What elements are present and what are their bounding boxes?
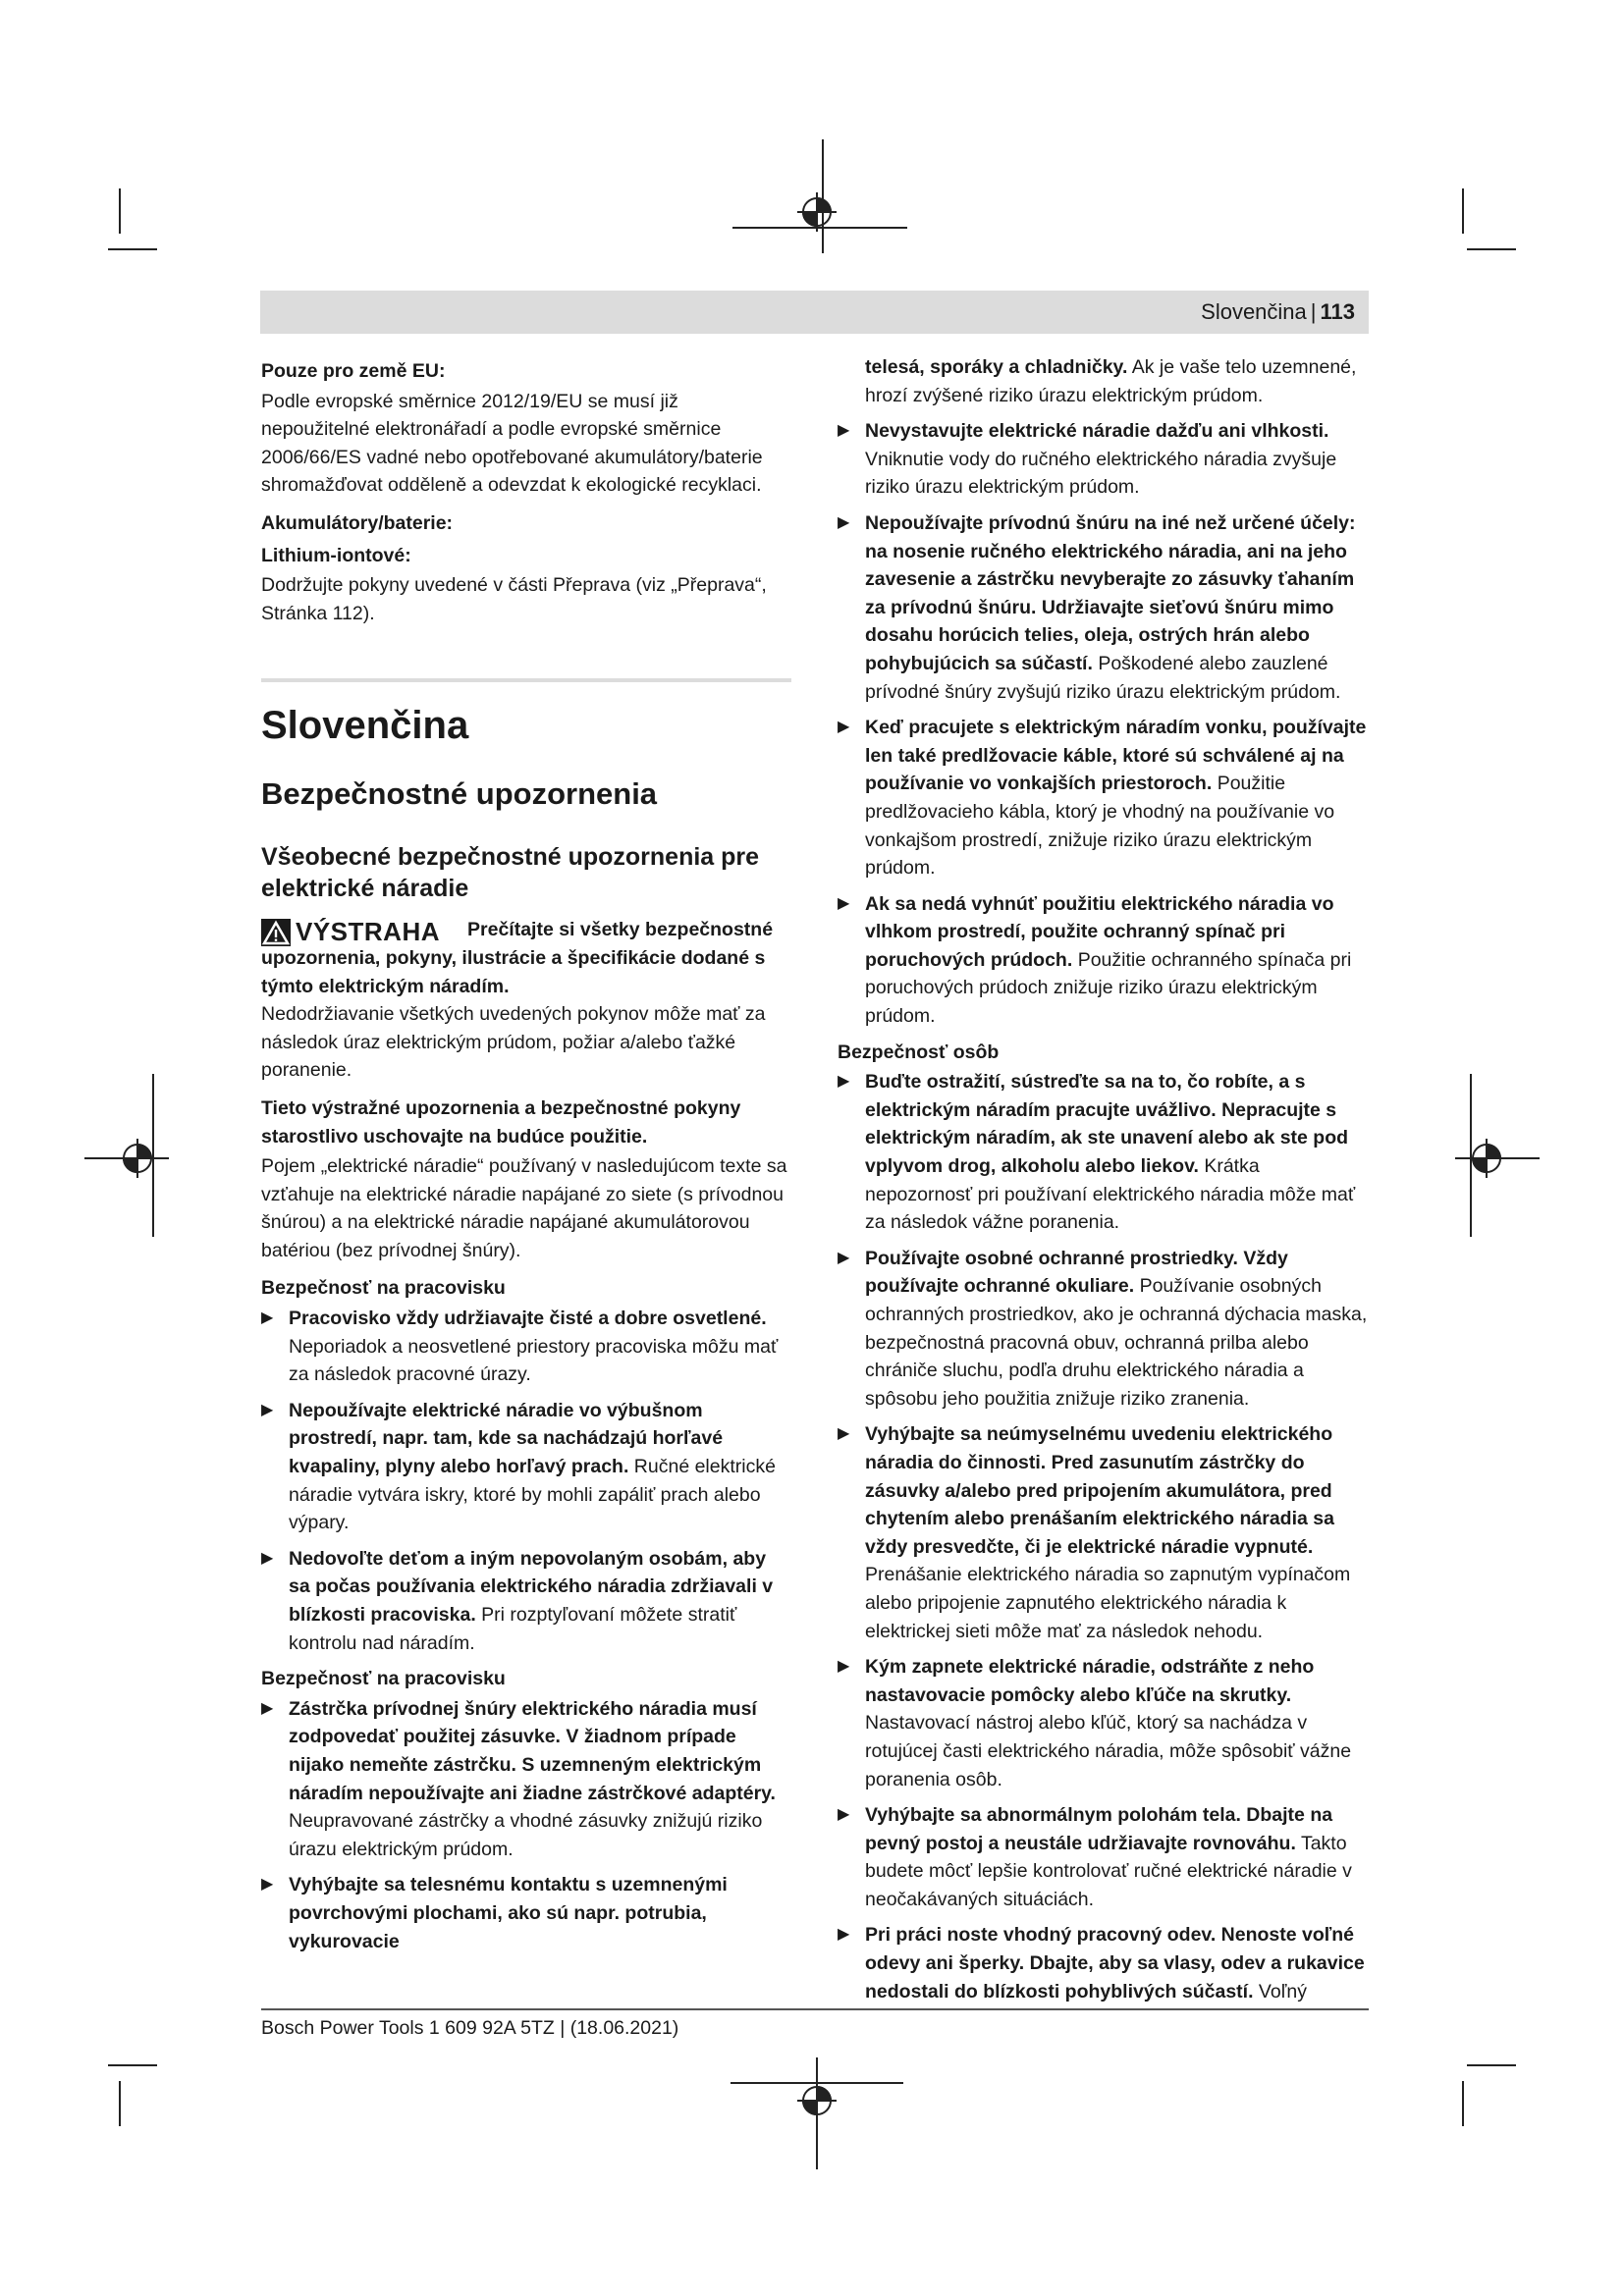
footer: Bosch Power Tools 1 609 92A 5TZ | (18.06.2021) xyxy=(261,2017,679,2039)
footer-rule xyxy=(261,2008,1369,2010)
czech-heading: Pouze pro země EU: xyxy=(261,360,446,382)
bullet-item xyxy=(838,1420,1368,1645)
right-column xyxy=(838,353,1368,2013)
bullet-bold: Ak sa nedá vyhnúť použitiu elektrického náradia vo vlhkom prostredí, použite ochranný spínač pri poruchových prúdoch. xyxy=(865,892,1334,971)
bullet-item xyxy=(838,714,1368,882)
bullet-item xyxy=(838,890,1368,1031)
lithium-heading: Lithium-iontové: xyxy=(261,544,411,566)
registration-crosshair-icon xyxy=(732,139,907,253)
work-safety-heading: Bezpečnosť na pracovisku xyxy=(261,1277,506,1300)
triangle-right-icon: ▶ xyxy=(838,1073,850,1091)
triangle-right-icon: ▶ xyxy=(838,1425,850,1443)
warning-triangle-icon xyxy=(261,919,291,946)
bullet-bold: Vyhýbajte sa neúmyselnému uvedeniu elektrického náradia do činnosti. Pred zasunutím zástrčky do zásuvky a/alebo pred pripojením akumulátora, pred chytením alebo prenášaním elektrického náradia sa vždy presvedčte, či je elektrické náradie vypnuté. xyxy=(865,1423,1334,1558)
safety-title: Bezpečnostné upozornenia xyxy=(261,776,658,812)
warning-badge xyxy=(261,918,440,946)
triangle-right-icon: ▶ xyxy=(838,719,850,736)
work-safety-list xyxy=(261,1305,791,1657)
header-separator: | xyxy=(1310,299,1317,324)
triangle-right-icon: ▶ xyxy=(838,1926,850,1944)
bullet-bold: Nevystavujte elektrické náradie dažďu ani vlhkosti. xyxy=(865,420,1329,443)
header-language: Slovenčina xyxy=(1201,299,1307,324)
bullet-text: Poškodené alebo zauzlené prívodné šnúry zvyšujú riziko úrazu elektrickým prúdom. xyxy=(865,652,1341,703)
bullet-text: Ručné elektrické náradie vytvára iskry, ktoré by mohli zapáliť prach alebo výpary. xyxy=(289,1456,776,1534)
bullet-text: Voľný xyxy=(1258,1980,1307,2002)
bullet-bold: Kým zapnete elektrické náradie, odstráňte z neho nastavovacie pomôcky alebo kľúče na skrutky. xyxy=(865,1656,1315,1706)
triangle-right-icon: ▶ xyxy=(838,1806,850,1824)
bullet-continuation xyxy=(838,353,1368,409)
warning-block xyxy=(261,916,791,975)
registration-crosshair-icon xyxy=(84,1074,169,1237)
bullet-item xyxy=(838,1653,1368,1793)
bullet-item xyxy=(261,1397,791,1537)
bullet-item xyxy=(261,1545,791,1657)
registration-crosshair-icon xyxy=(731,2057,903,2169)
continuation-text: Ak je vaše telo uzemnené, hrozí zvýšené riziko úrazu elektrickým prúdom. xyxy=(865,356,1357,406)
bullet-text: Použitie ochranného spínača pri poruchových prúdoch znižuje riziko úrazu elektrickým prúdom. xyxy=(865,948,1352,1028)
electrical-safety-list-continued xyxy=(838,417,1368,1030)
bullet-bold: Používajte osobné ochranné prostriedky. Vždy používajte ochranné okuliare. xyxy=(865,1247,1288,1298)
registration-crosshair-icon xyxy=(1455,1074,1540,1237)
bullet-bold: Vyhýbajte sa telesnému kontaktu s uzemnenými povrchovými plochami, ako sú napr. potrubia, vykurovacie xyxy=(289,1874,728,1952)
bullet-bold: Vyhýbajte sa abnormálnym polohám tela. Dbajte na pevný postoj a neustále udržiavajte rovnováhu. xyxy=(865,1804,1333,1854)
bullet-text: Pri rozptyľovaní môžete stratiť kontrolu nad náradím. xyxy=(289,1604,737,1654)
bullet-item xyxy=(838,1921,1368,2005)
bullet-bold: Pri práci noste vhodný pracovný odev. Nenoste voľné odevy ani šperky. Dbajte, aby sa vlasy, odev a rukavice nedostali do blízkosti pohyblivých súčastí. xyxy=(865,1924,1365,2002)
triangle-right-icon: ▶ xyxy=(838,894,850,912)
bullet-bold: Keď pracujete s elektrickým náradím vonku, používajte len také predlžovacie káble, ktoré sú schválené aj na používanie vo vonkajších priestoroch. xyxy=(865,717,1367,795)
term-paragraph: Pojem „elektrické náradie“ používaný v nasledujúcom texte sa vzťahuje na elektrické náradie napájané zo siete (s prívodnou šnúrou) a na elektrické náradie napájané akumulátorovou batériou (bez prívodnej šnúry). xyxy=(261,1155,787,1261)
bullet-item xyxy=(261,1695,791,1864)
bullet-item xyxy=(838,509,1368,706)
continuation-bold: telesá, sporáky a chladničky. xyxy=(865,356,1128,378)
bullet-bold: Nedovoľte deťom a iným nepovolaným osobám, aby sa počas používania elektrického náradia zdržiavali v blízkosti pracoviska. xyxy=(289,1547,774,1626)
general-warnings-title: Všeobecné bezpečnostné upozornenia pre elektrické náradie xyxy=(261,843,760,903)
bullet-bold: Zástrčka prívodnej šnúry elektrického náradia musí zodpovedať použitej zásuvke. V žiadnom prípade nijako nemeňte zástrčku. S uzemneným elektrickým náradím nepoužívajte ani žiadne zástrčkové adaptéry. xyxy=(289,1697,776,1804)
bullet-item xyxy=(838,1801,1368,1913)
electrical-safety-list xyxy=(261,1695,791,1955)
section-title: Slovenčina xyxy=(261,704,469,748)
warning-bold: Prečítajte si všetky bezpečnostné upozornenia, pokyny, ilustrácie a špecifikácie dodané s týmto elektrickým náradím. xyxy=(261,919,774,997)
running-header xyxy=(1201,296,1369,328)
page-number: 113 xyxy=(1320,299,1355,324)
keep-instructions: Tieto výstražné upozornenia a bezpečnostné pokyny starostlivo uschovajte na budúce použitie. xyxy=(261,1096,741,1148)
bullet-item xyxy=(838,417,1368,502)
bullet-bold: Nepoužívajte elektrické náradie vo výbušnom prostredí, napr. tam, kde sa nachádzajú horľavé kvapaliny, plyny alebo horľavý prach. xyxy=(289,1399,724,1478)
warning-label: VÝSTRAHA xyxy=(296,917,441,947)
triangle-right-icon: ▶ xyxy=(838,1658,850,1676)
czech-paragraph: Podle evropské směrnice 2012/19/EU se musí již nepoužitelné elektronářadí a podle evropské směrnice 2006/66/ES vadné nebo opotřebované akumulátory/baterie shromažďovat odděleně a odevzdat k ekologické recyklaci. xyxy=(261,390,763,497)
lithium-paragraph: Dodržujte pokyny uvedené v části Přeprava (viz „Přeprava“, Stránka 112). xyxy=(261,574,767,624)
bullet-bold: Buďte ostražití, sústreďte sa na to, čo robíte, a s elektrickým náradím pracujte uvážlivo. Nepracujte s elektrickým náradím, ak ste unavení alebo ak ste pod vplyvom drog, alkoholu alebo liekov. xyxy=(865,1071,1349,1178)
bullet-text: Nastavovací nástroj alebo kľúč, ktorý sa nachádza v rotujúcej časti elektrického náradia, môže spôsobiť vážne poranenia osôb. xyxy=(865,1712,1352,1790)
bullet-item xyxy=(261,1305,791,1389)
triangle-right-icon: ▶ xyxy=(261,1549,274,1567)
section-divider xyxy=(261,678,791,682)
header-bar xyxy=(260,291,1369,334)
triangle-right-icon: ▶ xyxy=(261,1401,274,1418)
triangle-right-icon: ▶ xyxy=(261,1876,274,1894)
bullet-text: Použitie predlžovacieho kábla, ktorý je vhodný na používanie vo vonkajšom prostredí, znižuje riziko úrazu elektrickým prúdom. xyxy=(865,773,1335,880)
left-column xyxy=(261,353,791,1963)
warning-body: Nedodržiavanie všetkých uvedených pokynov môže mať za následok úraz elektrickým prúdom, požiar a/alebo ťažké poranenie. xyxy=(261,1003,766,1082)
triangle-right-icon: ▶ xyxy=(261,1699,274,1717)
battery-heading: Akumulátory/baterie: xyxy=(261,511,454,534)
bullet-text: Vniknutie vody do ručného elektrického náradia zvyšuje riziko úrazu elektrickým prúdom. xyxy=(865,448,1337,499)
bullet-text: Neupravované zástrčky a vhodné zásuvky znižujú riziko úrazu elektrickým prúdom. xyxy=(289,1810,763,1860)
electrical-safety-heading: Bezpečnosť na pracovisku xyxy=(261,1668,506,1690)
triangle-right-icon: ▶ xyxy=(838,1249,850,1266)
bullet-text: Neporiadok a neosvetlené priestory pracoviska môžu mať za následok pracovné úrazy. xyxy=(289,1335,779,1386)
bullet-item xyxy=(838,1068,1368,1237)
bullet-text: Krátka nepozornosť pri používaní elektrického náradia môže mať za následok vážne poranenia. xyxy=(865,1155,1356,1234)
bullet-text: Prenášanie elektrického náradia so zapnutým vypínačom alebo pripojenie zapnutého elektrického náradia k elektrickej sieti môže mať za následok nehodu. xyxy=(865,1564,1351,1642)
triangle-right-icon: ▶ xyxy=(261,1309,274,1327)
bullet-text: Používanie osobných ochranných prostriedkov, ako je ochranná dýchacia maska, bezpečnostná pracovná obuv, ochranná prilba alebo chrániče sluchu, podľa druhu elektrického náradia a spôsobu jeho použitia znižuje riziko zranenia. xyxy=(865,1275,1368,1410)
bullet-text: Takto budete môcť lepšie kontrolovať ručné elektrické náradie v neočakávaných situáciách. xyxy=(865,1832,1352,1910)
bullet-bold: Nepoužívajte prívodnú šnúru na iné než určené účely: na nosenie ručného elektrického náradia, ani na jeho zavesenie a zástrčku nevyberajte zo zásuvky ťahaním za prívodnú šnúru. Udržiavajte sieťovú šnúru mimo dosahu horúcich telies, oleja, ostrých hrán alebo pohybujúcich sa súčastí. xyxy=(865,511,1356,674)
bullet-item xyxy=(838,1245,1368,1414)
personal-safety-list xyxy=(838,1068,1368,2005)
bullet-item xyxy=(261,1871,791,1955)
bullet-bold: Pracovisko vždy udržiavajte čisté a dobre osvetlené. xyxy=(289,1308,767,1330)
triangle-right-icon: ▶ xyxy=(838,422,850,440)
triangle-right-icon: ▶ xyxy=(838,513,850,531)
personal-safety-heading: Bezpečnosť osôb xyxy=(838,1041,1000,1063)
